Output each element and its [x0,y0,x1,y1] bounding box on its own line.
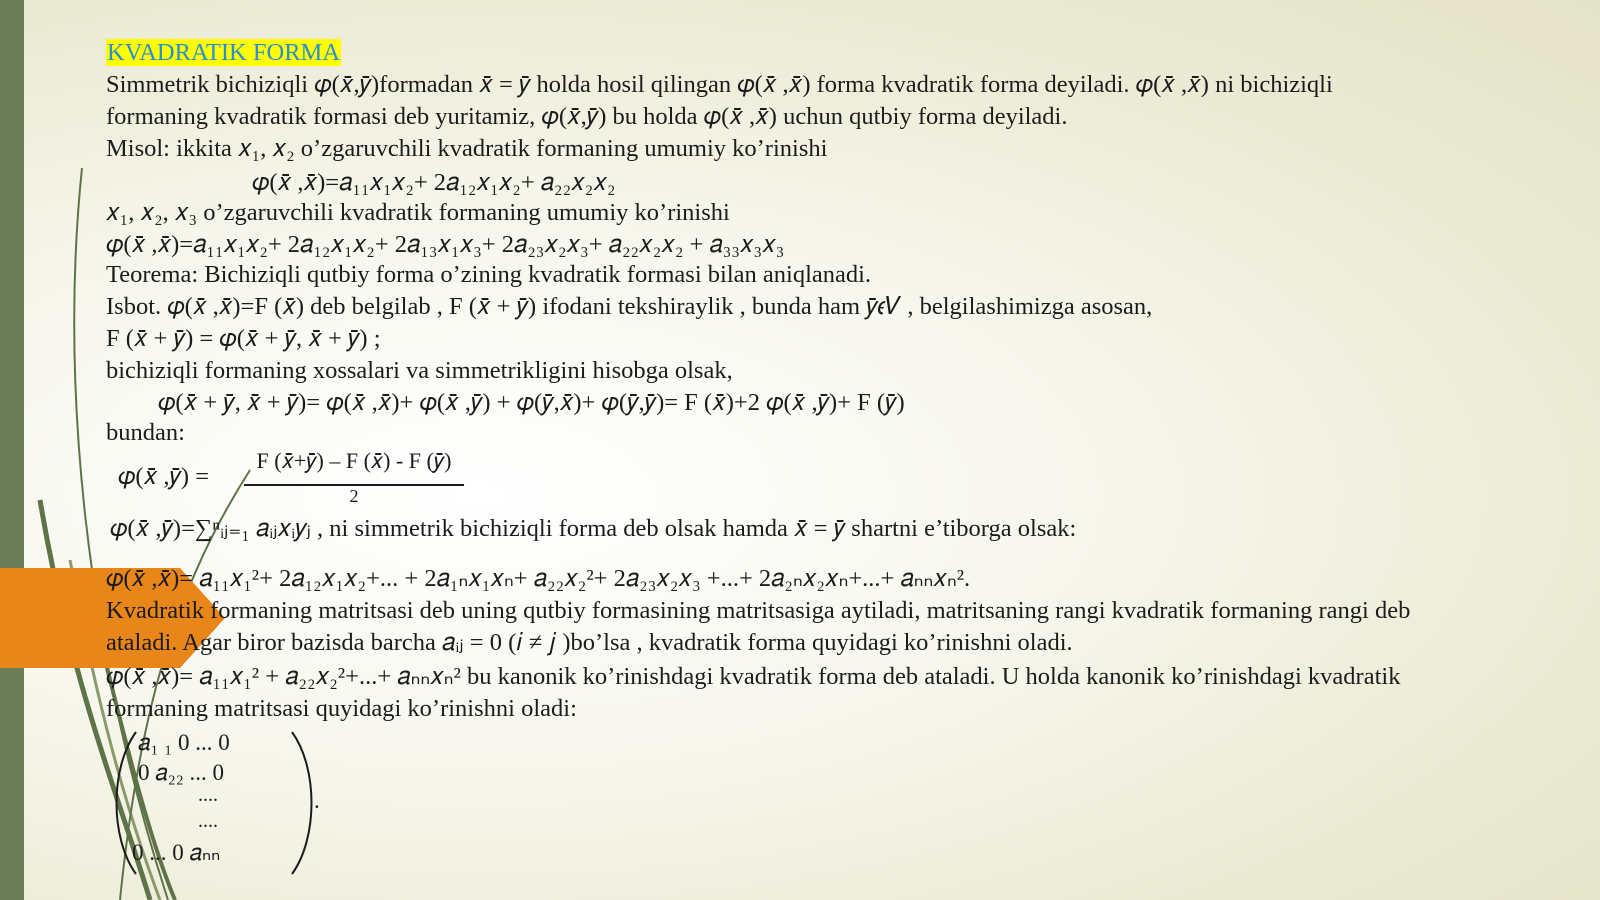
formula-two-variables: 𝜑(𝑥̄ ,𝑥̄)=𝑎₁₁𝑥₁𝑥₂+ 2𝑎₁₂𝑥₁𝑥₂+ 𝑎₂₂𝑥₂𝑥₂ [252,169,616,196]
canonical-matrix-line: formaning matritsasi quyidagi ko’rinishni oladi: [106,695,577,722]
matrix-definition-line-2: ataladi. Agar biror bazisda barcha 𝑎ᵢⱼ = 0 (𝑖 ≠ 𝑗 )bo’lsa , kvadratik forma quyidagi ko’rinishni oladi. [106,629,1073,656]
proof-line: Isbot. 𝜑(𝑥̄ ,𝑥̄)=F (𝑥̄) deb belgilab , F (𝑥̄ + 𝑦̄) ifodani tekshiraylik , bunda ham 𝑦̄𝜖𝑉 , belgilashimizga asosan, [106,293,1153,320]
matrix-row-1: 𝑎₁ ₁ 0 ... 0 [138,730,230,755]
expanded-quadratic-form: 𝜑(𝑥̄ ,𝑥̄)= 𝑎₁₁𝑥₁²+ 2𝑎₁₂𝑥₁𝑥₂+... + 2𝑎₁ₙ𝑥₁𝑥ₙ+ 𝑎₂₂𝑥₂²+ 2𝑎₂₃𝑥₂𝑥₃ +...+ 2𝑎₂ₙ𝑥₂𝑥ₙ+...+ 𝑎ₙₙ𝑥ₙ². [106,565,971,592]
matrix-row-2: 0 𝑎₂₂ ... 0 [138,760,225,785]
matrix-period: . [314,788,320,813]
fraction-denominator: 2 [349,486,359,506]
left-accent-bar [0,0,24,900]
matrix-row-5: 0 ... 0 𝑎ₙₙ [132,840,221,865]
sum-formula-line: 𝜑(𝑥̄ ,𝑦̄)=∑ⁿᵢⱼ₌₁ 𝑎ᵢⱼ𝑥ᵢ𝑦ⱼ , ni simmetrik bichiziqli forma deb olsak hamda 𝑥̄ = 𝑦̄ shartni e’tiborga olsak: [110,515,1077,542]
fraction-numerator: F (𝑥̄+𝑦̄) – F (𝑥̄) - F (𝑦̄) [256,448,452,473]
example-line: Misol: ikkita 𝑥₁, 𝑥₂ o’zgaruvchili kvadratik formaning umumiy ko’rinishi [106,135,828,162]
expansion-formula: 𝜑(𝑥̄ + 𝑦̄, 𝑥̄ + 𝑦̄)= 𝜑(𝑥̄ ,𝑥̄)+ 𝜑(𝑥̄ ,𝑦̄) + 𝜑(𝑦̄,𝑥̄)+ 𝜑(𝑦̄,𝑦̄)= F (𝑥̄)+2 𝜑(𝑥̄ ,𝑦̄)+ F (𝑦̄) [158,389,905,416]
diagonal-matrix [106,728,346,898]
matrix-row-3: .... [198,784,218,806]
bundan-label: bundan: [106,419,185,446]
slide-title [106,38,341,68]
title-text: KVADRATIK FORMA [107,39,341,66]
three-variables-line: 𝑥₁, 𝑥₂, 𝑥₃ o’zgaruvchili kvadratik formaning umumiy ko’rinishi [106,199,730,226]
matrix-row-4: .... [198,810,218,832]
formula-three-variables: 𝜑(𝑥̄ ,𝑥̄)=𝑎₁₁𝑥₁𝑥₂+ 2𝑎₁₂𝑥₁𝑥₂+ 2𝑎₁₃𝑥₁𝑥₃+ 2𝑎₂₃𝑥₂𝑥₃+ 𝑎₂₂𝑥₂𝑥₂ + 𝑎₃₃𝑥₃𝑥₃ [106,231,785,258]
fraction-lhs: 𝜑(𝑥̄ ,𝑦̄) = [118,463,210,490]
definition-line-2: formaning kvadratik formasi deb yuritamiz, 𝜑(𝑥̄,𝑦̄) bu holda 𝜑(𝑥̄ ,𝑥̄) uchun qutbiy forma deyiladi. [106,103,1068,130]
canonical-form-line: 𝜑(𝑥̄ ,𝑥̄)= 𝑎₁₁𝑥₁² + 𝑎₂₂𝑥₂²+...+ 𝑎ₙₙ𝑥ₙ² bu kanonik ko’rinishdagi kvadratik forma deb ataladi. U holda kanonik ko’rinishdagi kvadratik [106,663,1401,690]
proof-formula-line: F (𝑥̄ + 𝑦̄) = 𝜑(𝑥̄ + 𝑦̄, 𝑥̄ + 𝑦̄) ; [106,325,381,352]
definition-line-1: Simmetrik bichiziqli 𝜑(𝑥̄,𝑦̄)formadan 𝑥̄ = 𝑦̄ holda hosil qilingan 𝜑(𝑥̄ ,𝑥̄) forma kvadratik forma deyiladi. 𝜑(𝑥̄ ,𝑥̄) ni bichiziqli [106,71,1333,98]
theorem-line: Teorema: Bichiziqli qutbiy forma o’zining kvadratik formasi bilan aniqlanadi. [106,261,872,288]
properties-line: bichiziqli formaning xossalari va simmetrikligini hisobga olsak, [106,357,733,384]
matrix-definition-line-1: Kvadratik formaning matritsasi deb uning qutbiy formasining matritsasiga aytiladi, matritsaning rangi kvadratik formaning rangi deb [106,597,1411,624]
